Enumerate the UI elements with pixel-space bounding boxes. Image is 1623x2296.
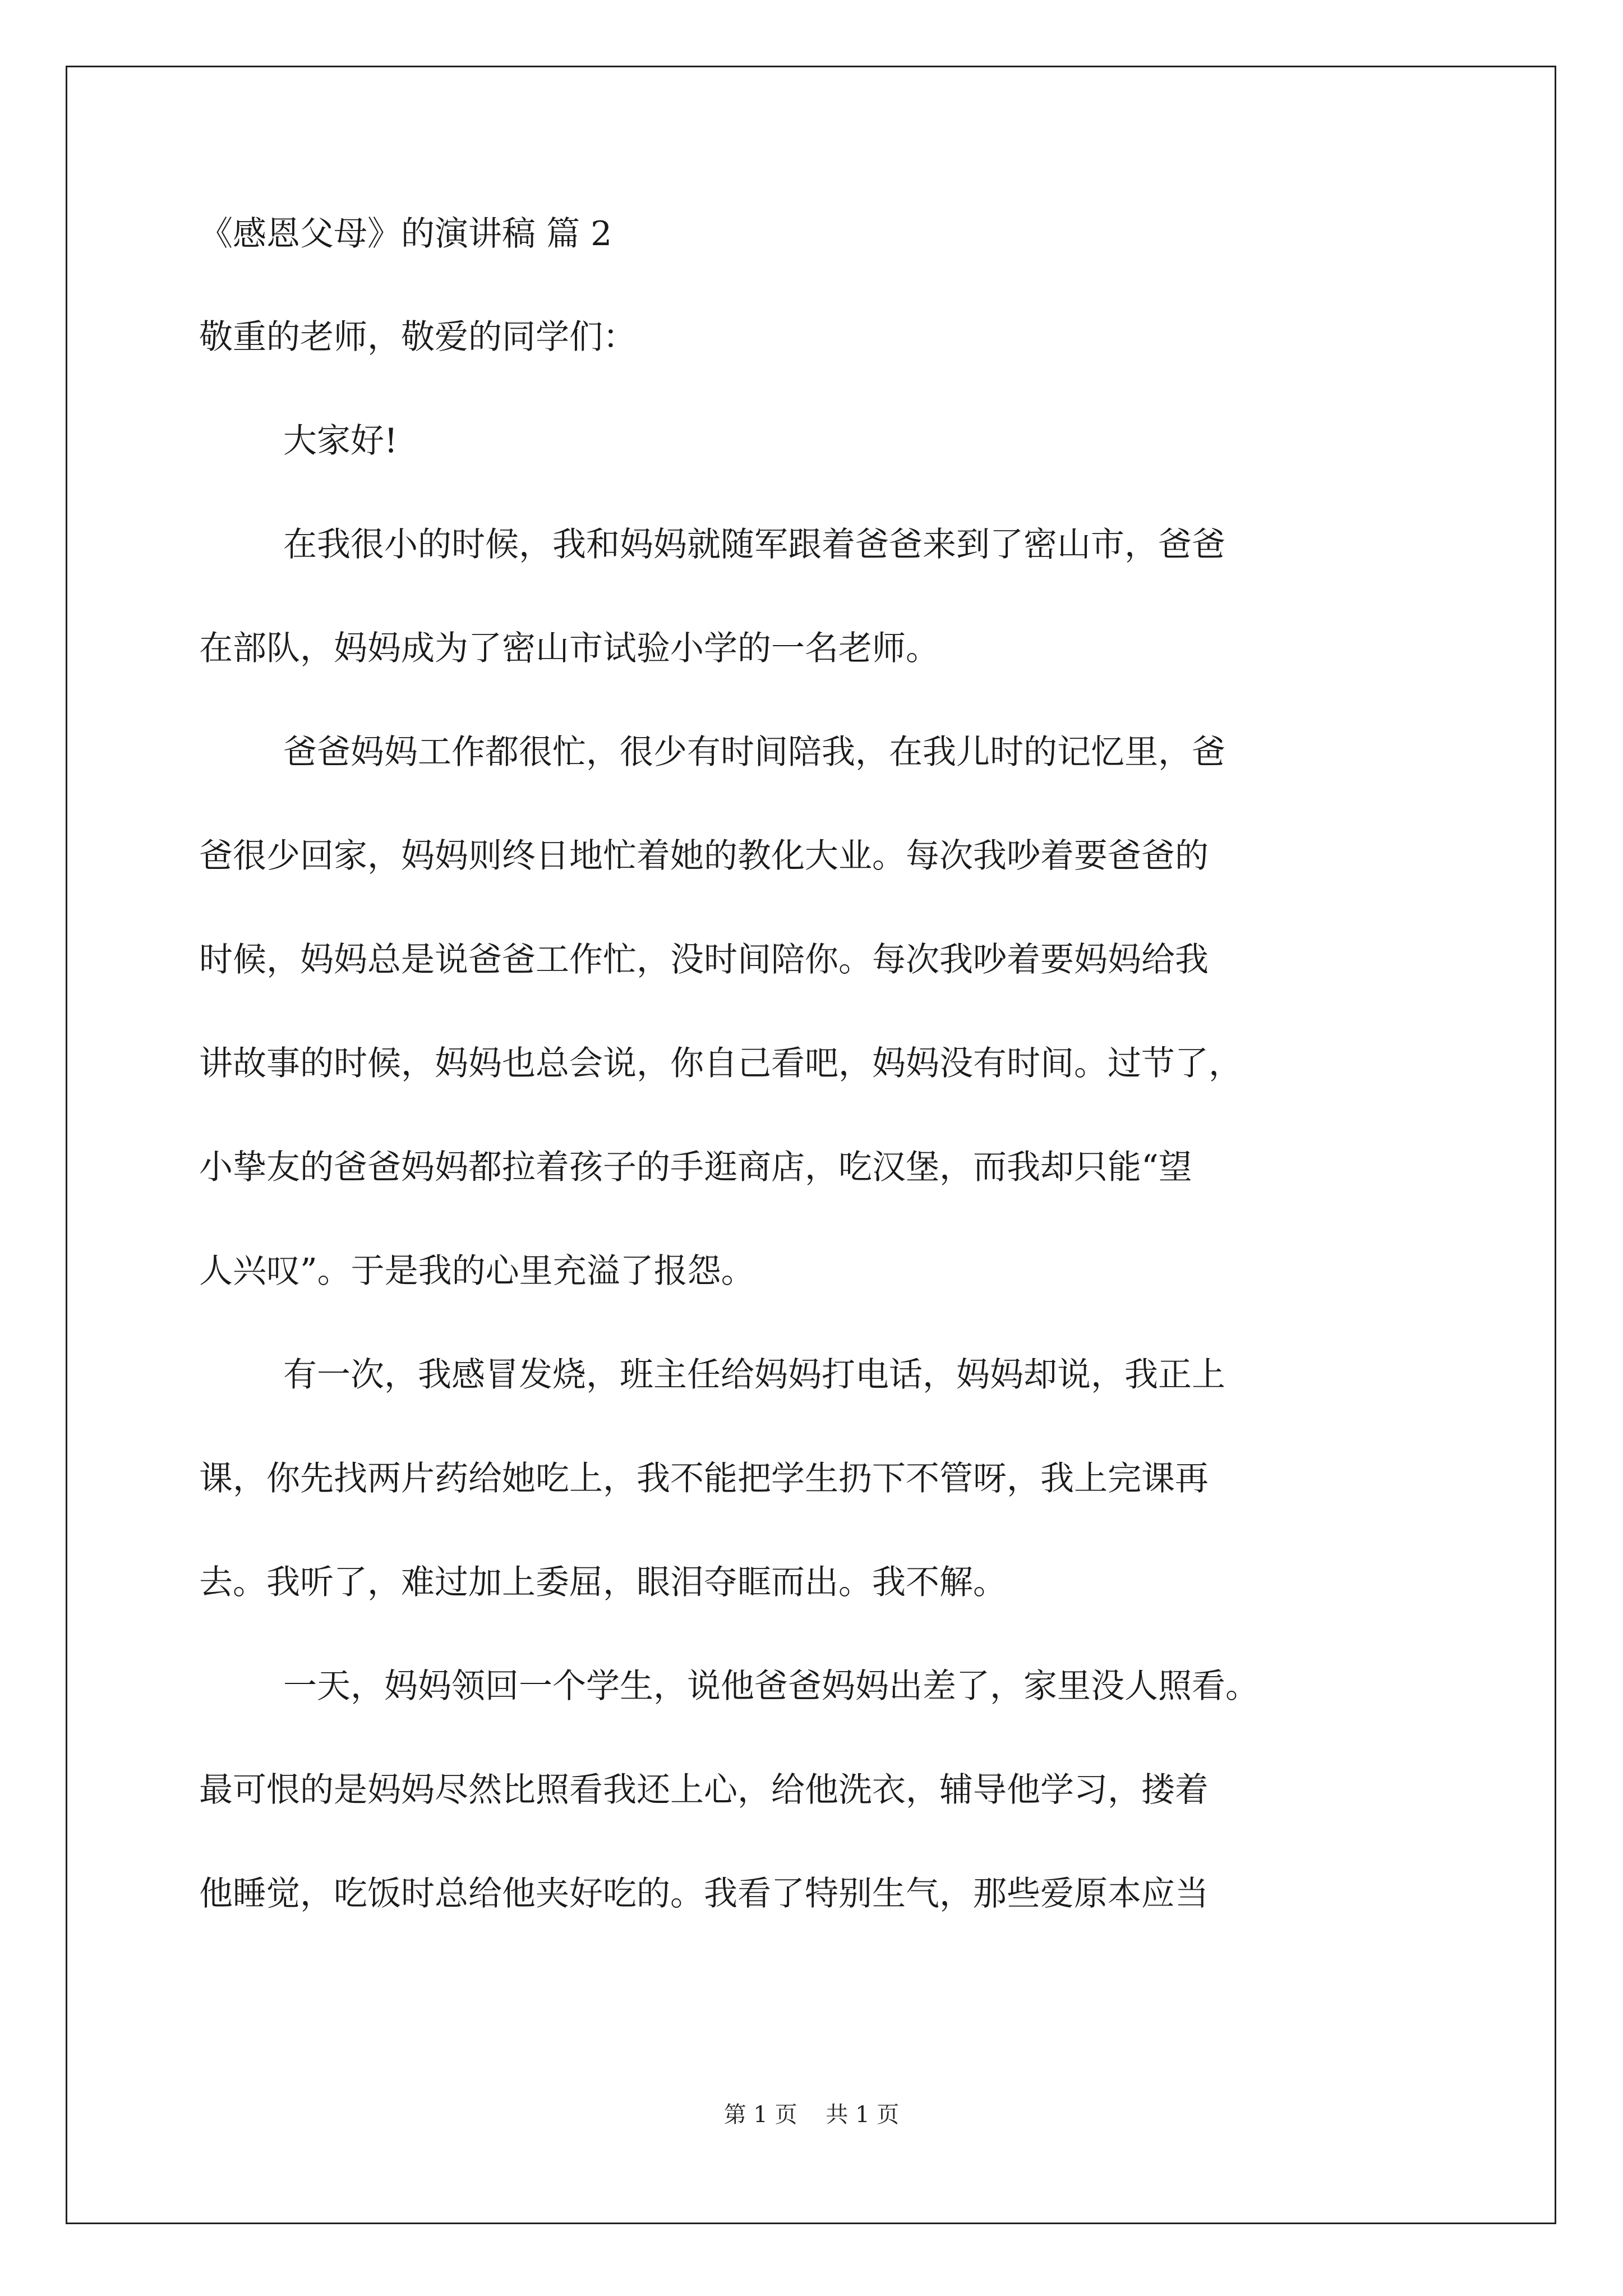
paragraph-5-line-1: 一天，妈妈领回一个学生，说他爸爸妈妈出差了，家里没人照看。: [283, 1667, 1259, 1706]
paragraph-3-line-1: 爸爸妈妈工作都很忙，很少有时间陪我，在我儿时的记忆里，爸: [283, 733, 1225, 772]
page-footer: [0, 2101, 1623, 2129]
paragraph-1-line-1: 大家好!: [283, 421, 398, 461]
paragraph-5-line-3: 他睡觉，吃饭时总给他夹好吃的。我看了特别生气，那些爱原本应当: [199, 1874, 1209, 1913]
paragraph-3-line-6: 人兴叹”。于是我的心里充溢了报怨。: [199, 1251, 755, 1291]
paragraph-3-line-4: 讲故事的时候，妈妈也总会说，你自己看吧，妈妈没有时间。过节了，: [199, 1044, 1242, 1083]
document-body: [199, 213, 1461, 1977]
document-title: 《感恩父母》的演讲稿 篇 2: [199, 214, 612, 254]
greeting-line: 敬重的老师，敬爱的同学们：: [199, 318, 637, 357]
paragraph-4-line-3: 去。我听了，难过加上委屈，眼泪夺眶而出。我不解。: [199, 1563, 1007, 1602]
paragraph-2-line-2: 在部队，妈妈成为了密山市试验小学的一名老师。: [199, 629, 939, 668]
paragraph-3-line-5: 小挚友的爸爸妈妈都拉着孩子的手逛商店，吃汉堡，而我却只能“望: [199, 1148, 1192, 1187]
paragraph-4-line-1: 有一次，我感冒发烧，班主任给妈妈打电话，妈妈却说，我正上: [283, 1355, 1225, 1395]
paragraph-3-line-2: 爸很少回家，妈妈则终日地忙着她的教化大业。每次我吵着要爸爸的: [199, 836, 1209, 876]
page-number-label: 第 1 页 共 1 页: [723, 2102, 900, 2128]
paragraph-3-line-3: 时候，妈妈总是说爸爸工作忙，没时间陪你。每次我吵着要妈妈给我: [199, 940, 1209, 979]
paragraph-5-line-2: 最可恨的是妈妈尽然比照看我还上心，给他洗衣，辅导他学习，搂着: [199, 1770, 1209, 1810]
paragraph-2-line-1: 在我很小的时候，我和妈妈就随军跟着爸爸来到了密山市，爸爸: [283, 525, 1225, 564]
paragraph-4-line-2: 课，你先找两片药给她吃上，我不能把学生扔下不管呀，我上完课再: [199, 1459, 1209, 1498]
